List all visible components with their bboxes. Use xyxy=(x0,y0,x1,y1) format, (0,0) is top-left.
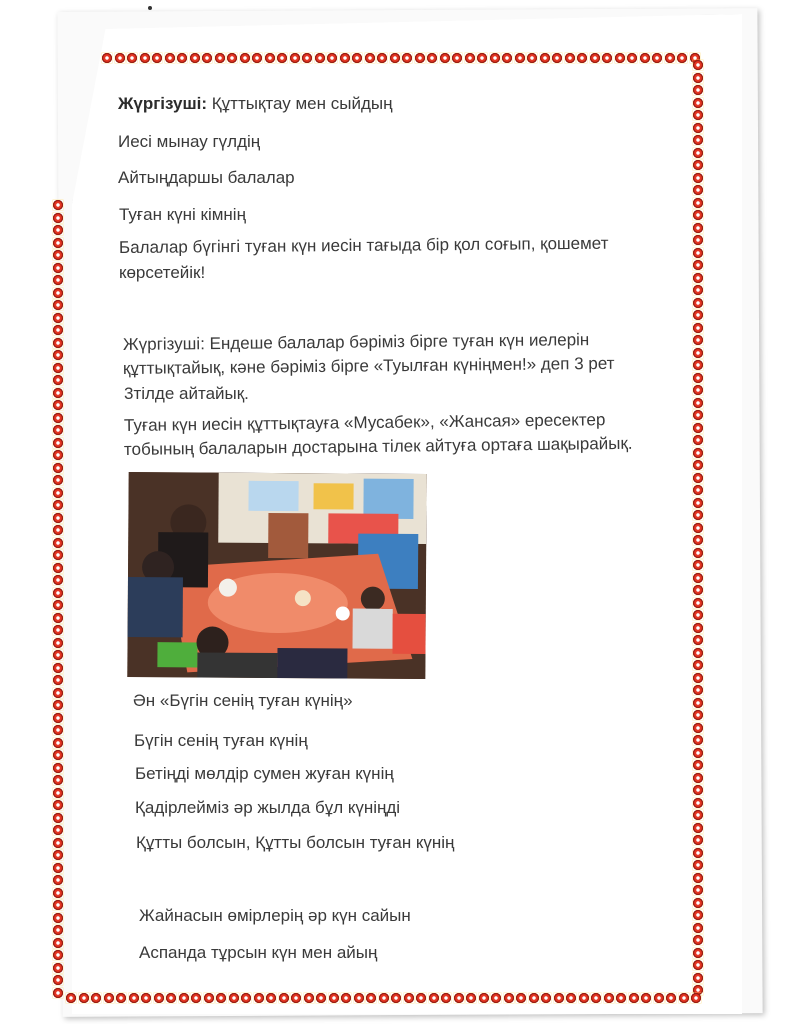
greeting-line-2: құттықтайық, кәне бәріміз бірге «Туылған күніңмен!» деп 3 рет xyxy=(122,353,615,378)
song-verse1-line-1: Бүгін сенің туған күнің xyxy=(134,731,308,750)
applause-line-2: көрсетейік! xyxy=(119,263,206,282)
classroom-photo-image xyxy=(127,472,426,679)
host-intro-first-line: Құттықтау мен сыйдың xyxy=(211,94,393,113)
song-title: Ән «Бүгін сенің туған күнің» xyxy=(133,691,353,710)
host-intro-line-4: Туған күні кімнің xyxy=(119,205,246,224)
host-intro-line-2: Иесі мынау гүлдің xyxy=(118,132,261,151)
invitation-line-1: Туған күн иесін құттықтауға «Мусабек», «Жансая» ересектер xyxy=(123,410,606,435)
host-intro-line-3: Айтыңдаршы балалар xyxy=(118,168,295,187)
greeting-line-3: 3тілде айтайық. xyxy=(124,384,249,403)
applause-line-1: Балалар бүгінгі туған күн иесін тағыда бір қол соғып, қошемет xyxy=(118,233,609,257)
song-verse1-line-4: Құтты болсын, Құтты болсын туған күнің xyxy=(136,833,455,852)
invitation-line-2: тобының балаларын достарына тілек айтуға ортаға шақырайық. xyxy=(123,433,633,459)
host-speaker-label: Жүргізуші: xyxy=(118,94,208,113)
greeting-line-1: Жүргізуші: Ендеше балалар бәріміз бірге туған күн иелерін xyxy=(122,330,590,354)
song-verse2-line-1: Жайнасын өмірлерің әр күн сайын xyxy=(139,906,411,925)
song-verse2-line-2: Аспанда тұрсын күн мен айың xyxy=(139,943,378,962)
song-verse1-line-3: Қадірлейміз әр жылда бұл күніңді xyxy=(135,798,401,817)
host-intro-line-1 xyxy=(118,93,393,115)
song-verse1-line-2: Бетіңді мөлдір сумен жуған күнің xyxy=(135,764,394,783)
classroom-photo xyxy=(127,472,426,679)
